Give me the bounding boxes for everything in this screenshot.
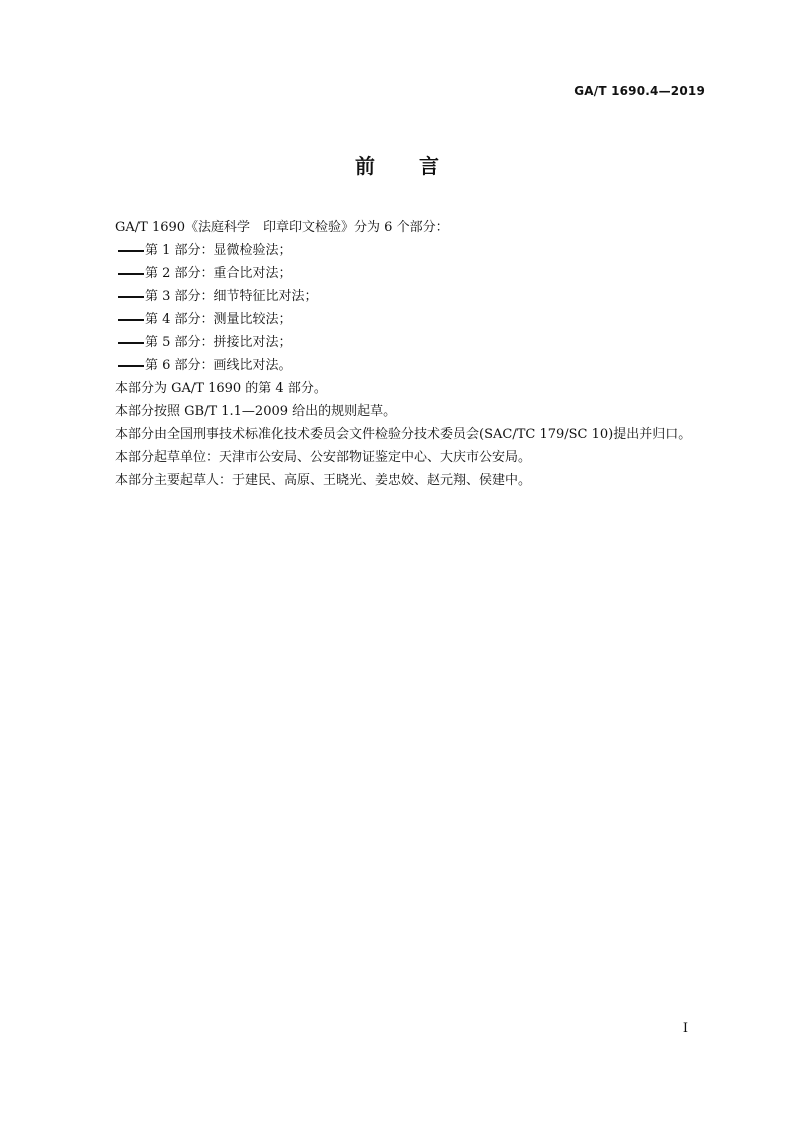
list-item	[89, 239, 707, 262]
paragraph-drafting-rules: 本部分按照 GB/T 1.1—2009 给出的规则起草。	[115, 404, 397, 419]
list-item-text: 第 3 部分：细节特征比对法；	[145, 289, 318, 304]
paragraph-drafters: 本部分主要起草人：于建民、高原、王晓光、姜忠姣、赵元翔、侯建中。	[115, 473, 532, 488]
list-item-text: 第 5 部分：拼接比对法；	[145, 335, 292, 350]
intro-paragraph: GA/T 1690《法庭科学 印章印文检验》分为 6 个部分：	[115, 220, 449, 235]
title-char-1: 前	[355, 154, 375, 178]
list-item	[89, 331, 707, 354]
list-item-text: 第 2 部分：重合比对法；	[145, 266, 292, 281]
document-body	[89, 216, 707, 492]
page-number: I	[682, 1021, 688, 1036]
list-item-text: 第 1 部分：显微检验法；	[145, 243, 292, 258]
page-title	[0, 150, 794, 179]
paragraph-part-number: 本部分为 GA/T 1690 的第 4 部分。	[115, 381, 327, 396]
list-item-text: 第 6 部分：画线比对法。	[145, 358, 292, 373]
list-item-text: 第 4 部分：测量比较法；	[145, 312, 292, 327]
paragraph-proposer: 本部分由全国刑事技术标准化技术委员会文件检验分技术委员会(SAC/TC 179/SC 10)提出并归口。	[115, 427, 692, 442]
list-item	[89, 308, 707, 331]
list-item	[89, 354, 707, 377]
list-item	[89, 285, 707, 308]
title-char-2: 言	[419, 154, 439, 178]
standard-number: GA/T 1690.4—2019	[574, 84, 705, 98]
list-item	[89, 262, 707, 285]
paragraph-drafting-units: 本部分起草单位：天津市公安局、公安部物证鉴定中心、大庆市公安局。	[115, 450, 532, 465]
